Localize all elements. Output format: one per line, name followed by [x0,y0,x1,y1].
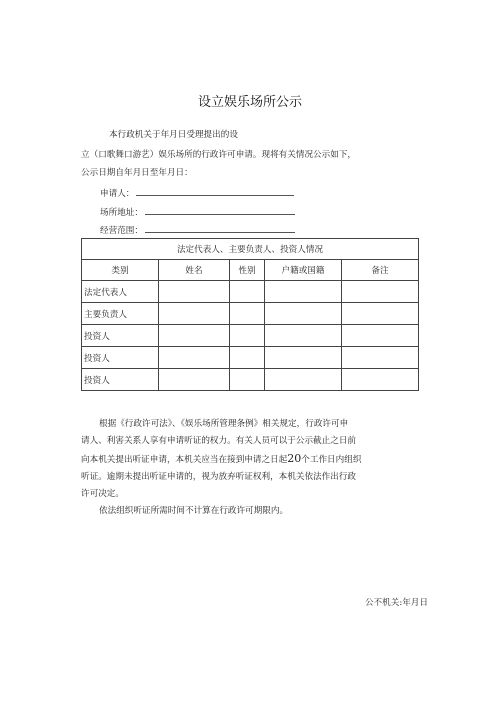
working-days-number: 20 [287,452,302,465]
header-name: 姓名 [159,260,230,281]
para1-line-3 [81,450,433,469]
row-name-cell [159,325,230,347]
hearing-paragraph [81,416,433,520]
signature-line: 公不机关:年月日 [364,598,428,608]
row-nationality-cell [265,369,342,391]
scope-field [100,223,295,237]
para1-line-5: 许可决定。 [81,489,124,499]
row-gender-cell [230,303,265,325]
row-remarks-cell [342,281,419,303]
address-blank [145,205,295,215]
header-gender: 性别 [230,260,265,281]
table-row [82,369,419,391]
row-gender-cell [230,325,265,347]
applicant-blank [136,186,294,196]
table-caption: 法定代表人、主要负责人、投资人情况 [82,239,419,260]
row-nationality-cell [265,281,342,303]
para2: 依法组织听证所需时间不计算在行政许可期限内。 [99,506,289,516]
para1-line-3-start: 向本机关提出听证申请，本机关应当在接到申请之日起 [81,455,288,465]
table-row [82,325,419,347]
header-category: 类别 [82,260,159,281]
table-row [82,303,419,325]
para1-line-2: 请人、利害关系人享有申请听证的权力。有关人员可以于公示截止之日前 [81,436,357,446]
row-remarks-cell [342,325,419,347]
row-name-cell [159,347,230,369]
row-remarks-cell [342,347,419,369]
row-nationality-cell [265,325,342,347]
intro-line-3: 公示日期自年月日至年月日： [81,168,193,178]
personnel-table [81,238,419,391]
row-category: 投资人 [82,325,159,347]
applicant-label: 申请人： [100,189,135,199]
address-label: 场所地址： [100,208,143,218]
row-remarks-cell [342,369,419,391]
row-category: 法定代表人 [82,281,159,303]
row-category: 投资人 [82,347,159,369]
scope-label: 经营范围： [100,226,143,236]
scope-blank [145,223,295,233]
para1-line-3-end: 个工作日内组织 [301,455,362,465]
para1-line-4: 听证。逾期未提出听证申请的，视为放弃听证权利，本机关依法作出行政 [81,472,357,482]
row-name-cell [159,369,230,391]
row-gender-cell [230,281,265,303]
applicant-field [100,186,294,200]
table-header-row [82,260,419,281]
document-title: 设立娱乐场所公示 [197,95,302,110]
row-category: 投资人 [82,369,159,391]
header-nationality: 户籍或国籍 [265,260,342,281]
table-caption-row [82,239,419,260]
row-remarks-cell [342,303,419,325]
para1-line-1: 根据《行政许可法》、《娱乐场所管理条例》相关规定，行政许可申 [99,419,349,429]
row-nationality-cell [265,303,342,325]
table-row [82,281,419,303]
row-nationality-cell [265,347,342,369]
row-gender-cell [230,369,265,391]
intro-line-1: 本行政机关于年月日受理提出的设 [109,130,238,140]
table-row [82,347,419,369]
row-name-cell [159,303,230,325]
row-category: 主要负责人 [82,303,159,325]
header-remarks: 备注 [342,260,419,281]
row-gender-cell [230,347,265,369]
row-name-cell [159,281,230,303]
intro-line-2: 立（口歌舞口游艺）娱乐场所的行政许可申请。现将有关情况公示如下， [81,150,357,160]
address-field [100,205,295,219]
